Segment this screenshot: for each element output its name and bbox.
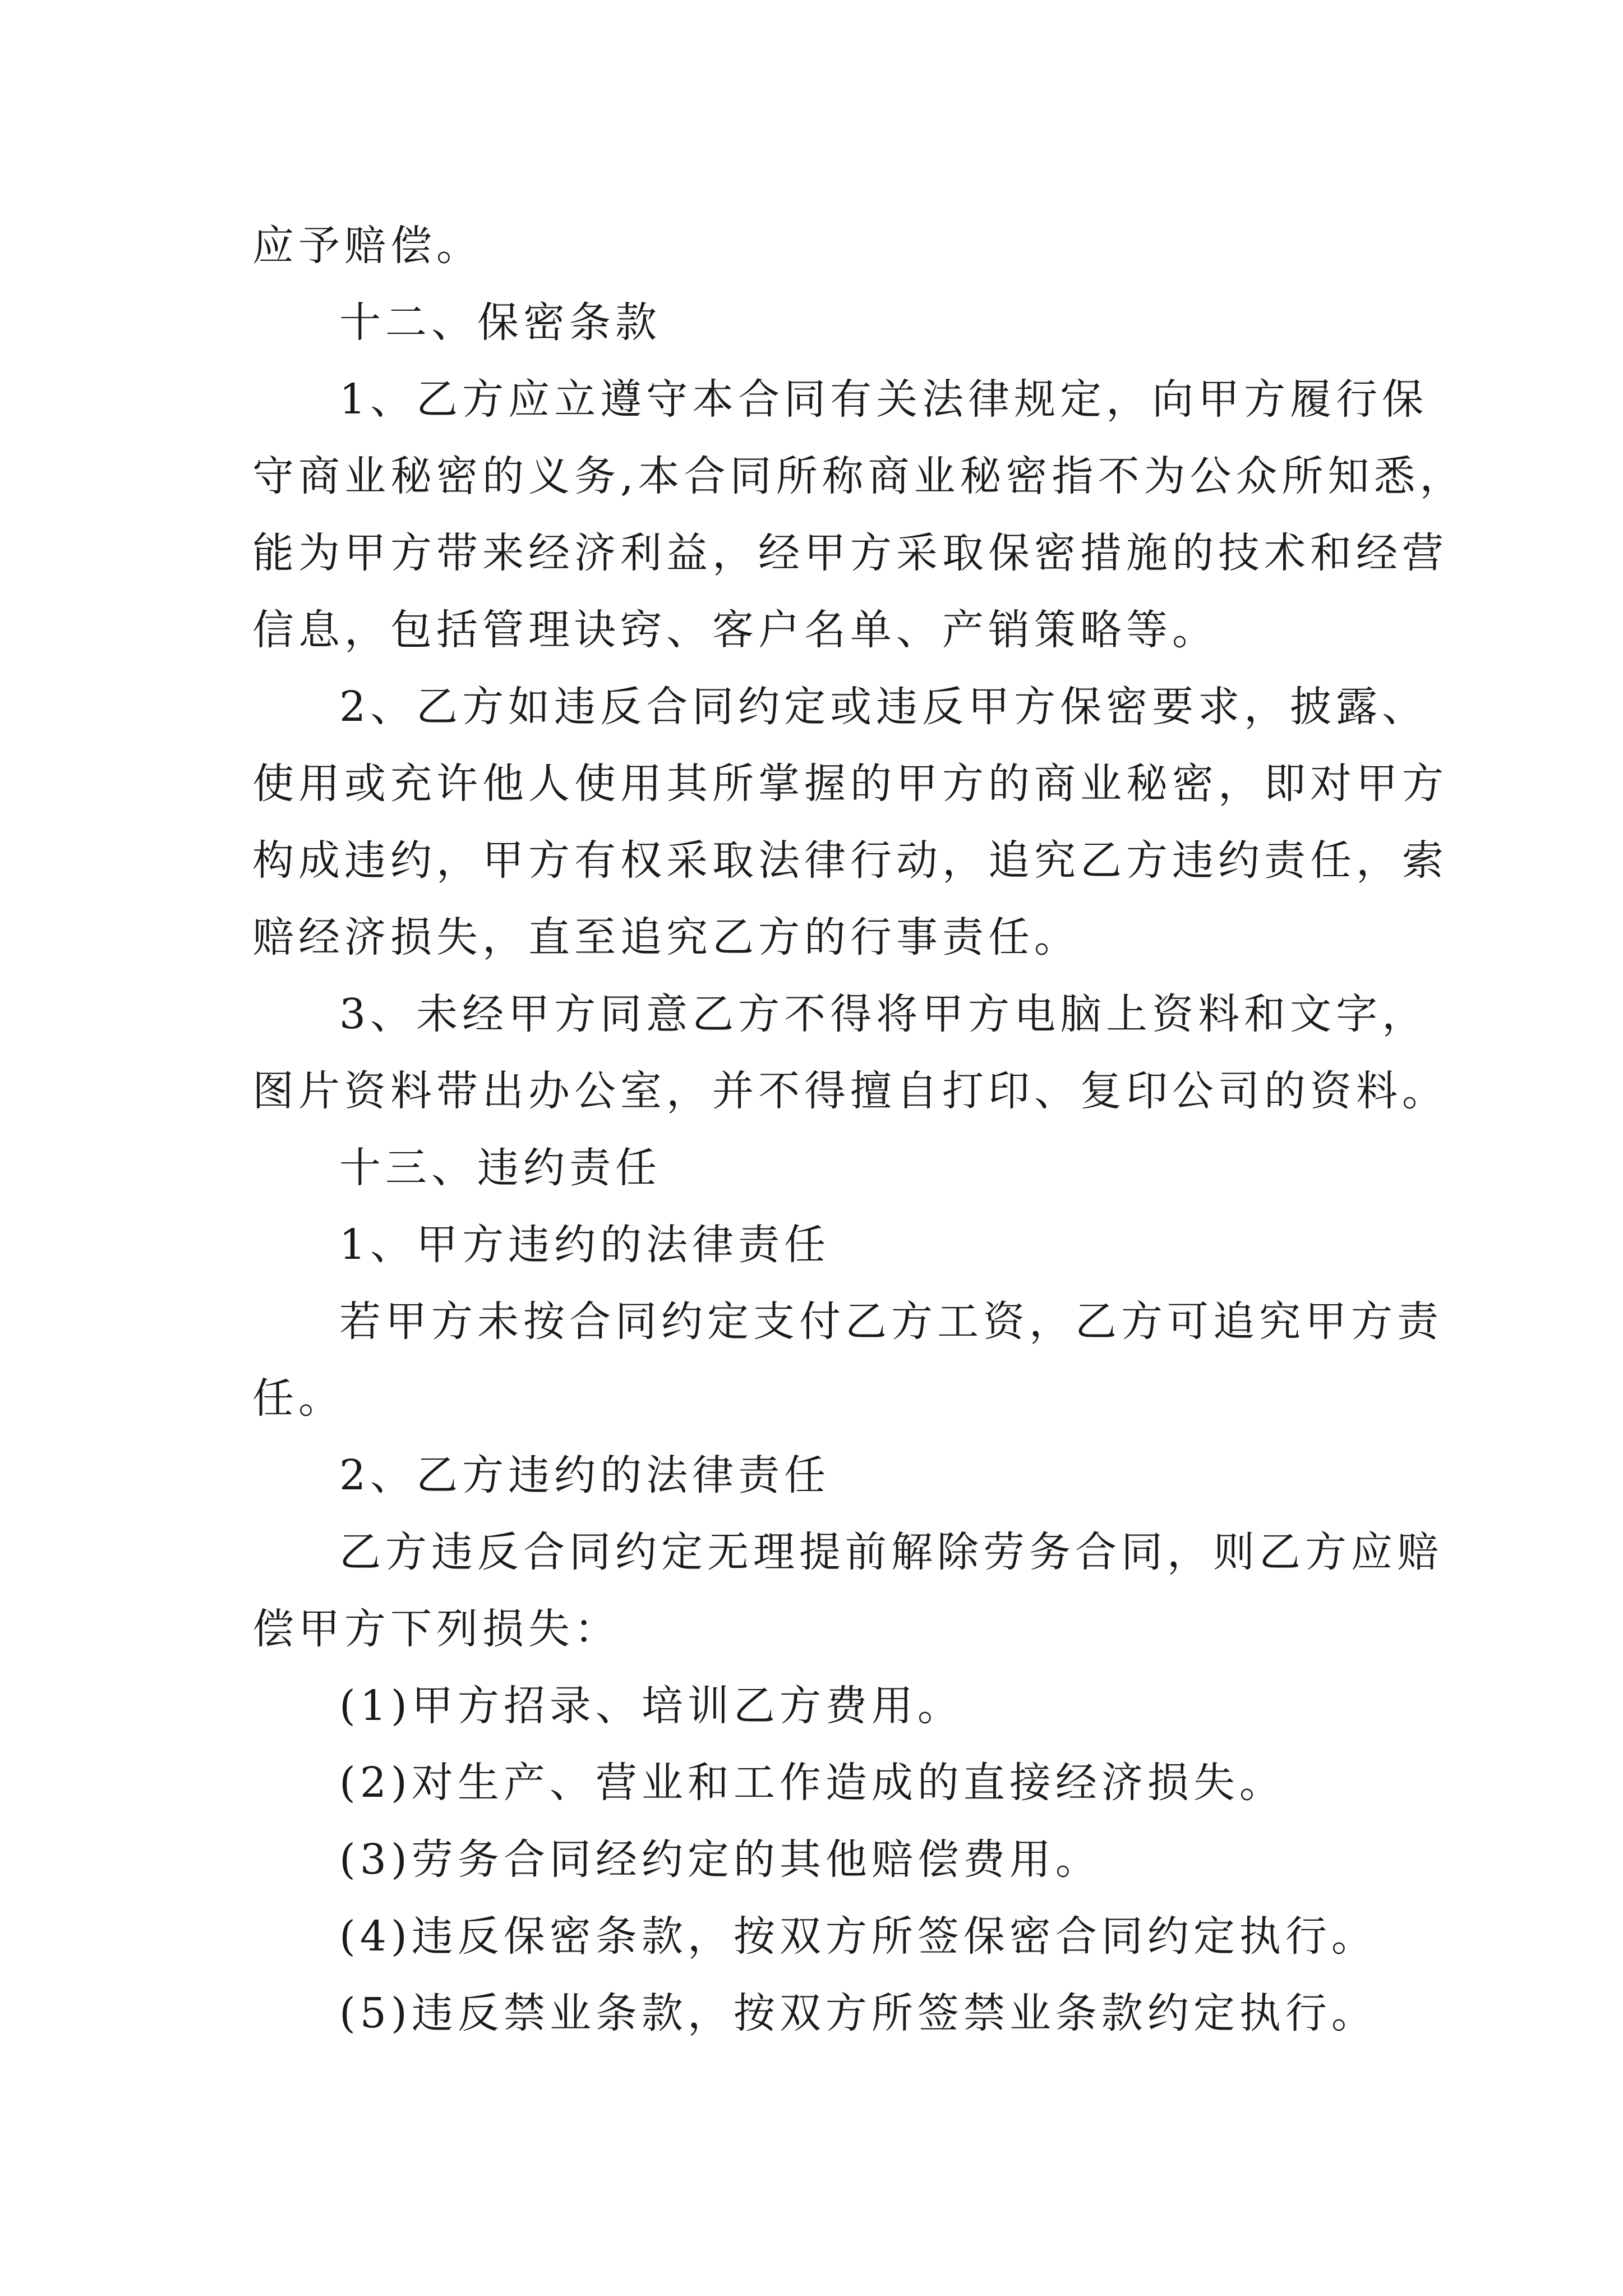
list-item: (3)劳务合同经约定的其他赔偿费用。 <box>339 1835 1101 1884</box>
text-line: 守商业秘密的义务,本合同所称商业秘密指不为公众所知悉， <box>252 452 1466 500</box>
text-line: 乙方违反合同约定无理提前解除劳务合同，则乙方应赔 <box>339 1528 1443 1576</box>
text-line: 2、乙方如违反合同约定或违反甲方保密要求，披露、 <box>339 683 1428 731</box>
subsection-heading: 1、甲方违约的法律责任 <box>339 1221 831 1269</box>
text-line: 3、未经甲方同意乙方不得将甲方电脑上资料和文字， <box>339 990 1428 1038</box>
list-item: (4)违反保密条款，按双方所签保密合同约定执行。 <box>339 1912 1377 1961</box>
text-line: 若甲方未按合同约定支付乙方工资，乙方可追究甲方责 <box>339 1297 1443 1346</box>
text-line: 能为甲方带来经济利益，经甲方采取保密措施的技术和经营 <box>252 529 1448 577</box>
document-body <box>252 208 1466 2052</box>
text-line: 使用或充许他人使用其所掌握的甲方的商业秘密，即对甲方 <box>252 760 1448 808</box>
text-line: 任。 <box>252 1374 344 1423</box>
list-item: (5)违反禁业条款，按双方所签禁业条款约定执行。 <box>339 1989 1377 2037</box>
text-line: 偿甲方下列损失： <box>252 1605 620 1653</box>
list-item: (2)对生产、营业和工作造成的直接经济损失。 <box>339 1759 1285 1807</box>
text-line: 图片资料带出办公室，并不得擅自打印、复印公司的资料。 <box>252 1067 1448 1115</box>
text-line: 赔经济损失，直至追究乙方的行事责任。 <box>252 913 1080 961</box>
list-item: (1)甲方招录、培训乙方费用。 <box>339 1682 963 1730</box>
text-line: 构成违约，甲方有权采取法律行动，追究乙方违约责任，索 <box>252 836 1448 885</box>
section-heading-breach-liability: 十三、违约责任 <box>339 1144 661 1192</box>
section-heading-confidentiality: 十二、保密条款 <box>339 298 661 347</box>
subsection-heading: 2、乙方违约的法律责任 <box>339 1451 831 1499</box>
text-line: 1、乙方应立遵守本合同有关法律规定，向甲方履行保 <box>339 375 1428 424</box>
text-line: 应予赔偿。 <box>252 222 482 270</box>
text-line: 信息，包括管理诀窍、客户名单、产销策略等。 <box>252 606 1218 654</box>
